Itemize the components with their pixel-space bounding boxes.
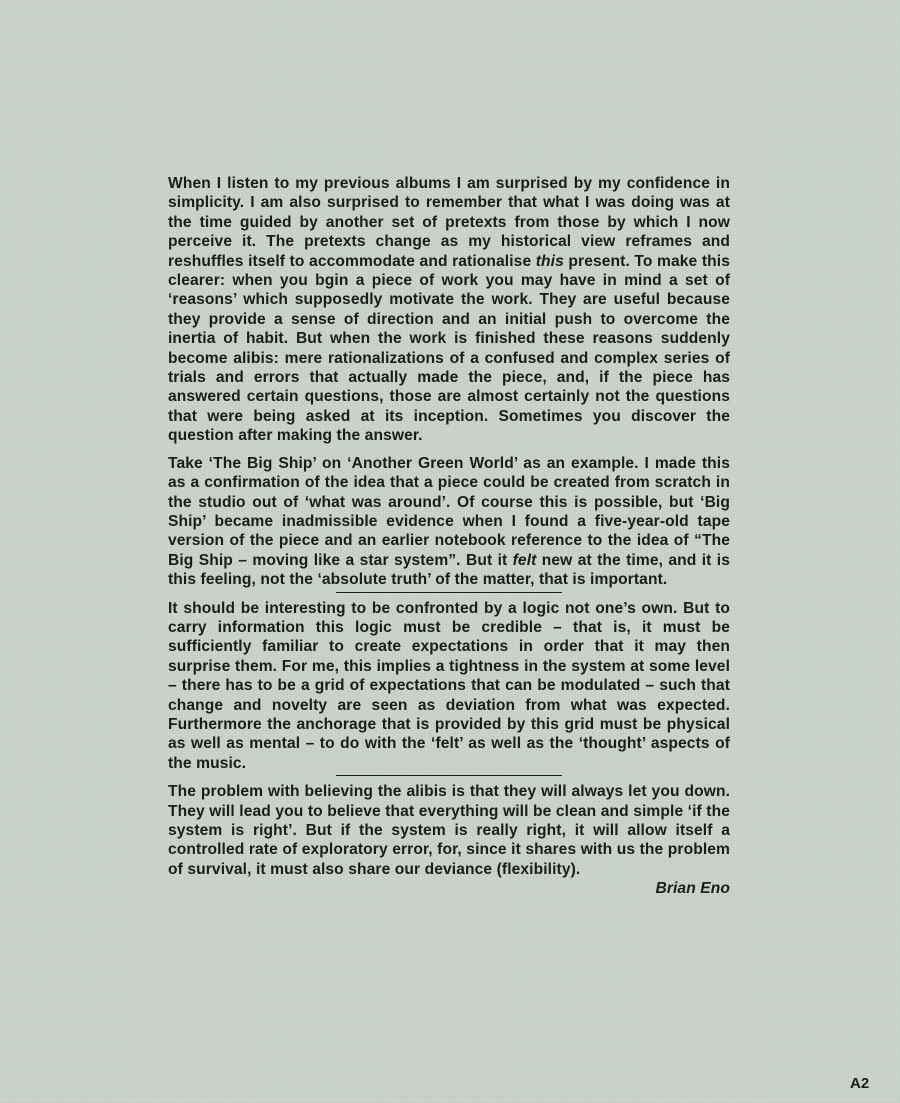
paragraph-2-text-b: new at the time, and it is this feeling, not the ‘absolute truth’ of the matter, that is important. [168,551,730,589]
paragraph-1 [168,174,730,446]
paragraph-3-text: It should be interesting to be confronted by a logic not one’s own. But to carry information this logic must be credible – that is, it must be sufficiently familiar to create expectations in order that it may then surprise them. For me, this implies a tightness in the system at some level – there has to be a grid of expectations that can be modulated – such that change and novelty are seen as deviation from what was expected. Furthermore the anchorage that is provided by this grid must be physical as well as mental – to do with the ‘felt’ as well as the ‘thought’ aspects of the music. [168,599,730,772]
paragraph-4-text: The problem with believing the alibis is that they will always let you down. They will lead you to believe that everything will be clean and simple ‘if the system is right’. But if the system is really right, it will allow itself a controlled rate of exploratory error, for, since it shares with us the problem of survival, it must also share our deviance (flexibility). [168,783,730,878]
section-divider-rule [336,592,562,593]
paragraph-4 [168,782,730,879]
paragraph-1-italic-this: this [535,252,564,270]
paragraph-2 [168,454,730,590]
essay-body [168,174,730,899]
section-divider-rule [336,775,562,776]
paragraph-2-italic-felt: felt [512,551,537,569]
paragraph-2-text-a: Take ‘The Big Ship’ on ‘Another Green World’ as an example. I made this as a confirmation of the idea that a piece could be created from scratch in the studio out of ‘what was around’. Of course this is possible, but ‘Big Ship’ became inadmissible evidence when I found a five-year-old tape version of the piece and an earlier notebook reference to the idea of “The Big Ship – moving like a star system”. But it [168,454,730,569]
paragraph-3 [168,599,730,774]
page-number: A2 [850,1075,870,1092]
paragraph-1-text-a: When I listen to my previous albums I am surprised by my confidence in simplicity. I am also surprised to remember that what I was doing was at the time guided by another set of pretexts from those by which I now perceive it. The pretexts change as my historical view reframes and reshuffles itself to accommodate and rationalise [168,175,730,270]
author-signature: Brian Eno [655,880,730,898]
paragraph-gap [168,446,730,454]
divider-wrap-2 [168,775,730,776]
paragraph-1-text-b: present. To make this clearer: when you bgin a piece of work you may have in mind a set of ‘reasons’ which supposedly motivate the work. They are useful because they provide a sense of direction and an initial push to overcome the inertia of habit. But when the work is finished these reasons suddenly become alibis: mere rationalizations of a confused and complex series of trials and errors that actually made the piece, and, if the piece has answered certain questions, those are almost certainly not the questions that were being asked at its inception. Sometimes you discover the question after making the answer. [168,252,730,445]
divider-wrap-1 [168,592,730,593]
